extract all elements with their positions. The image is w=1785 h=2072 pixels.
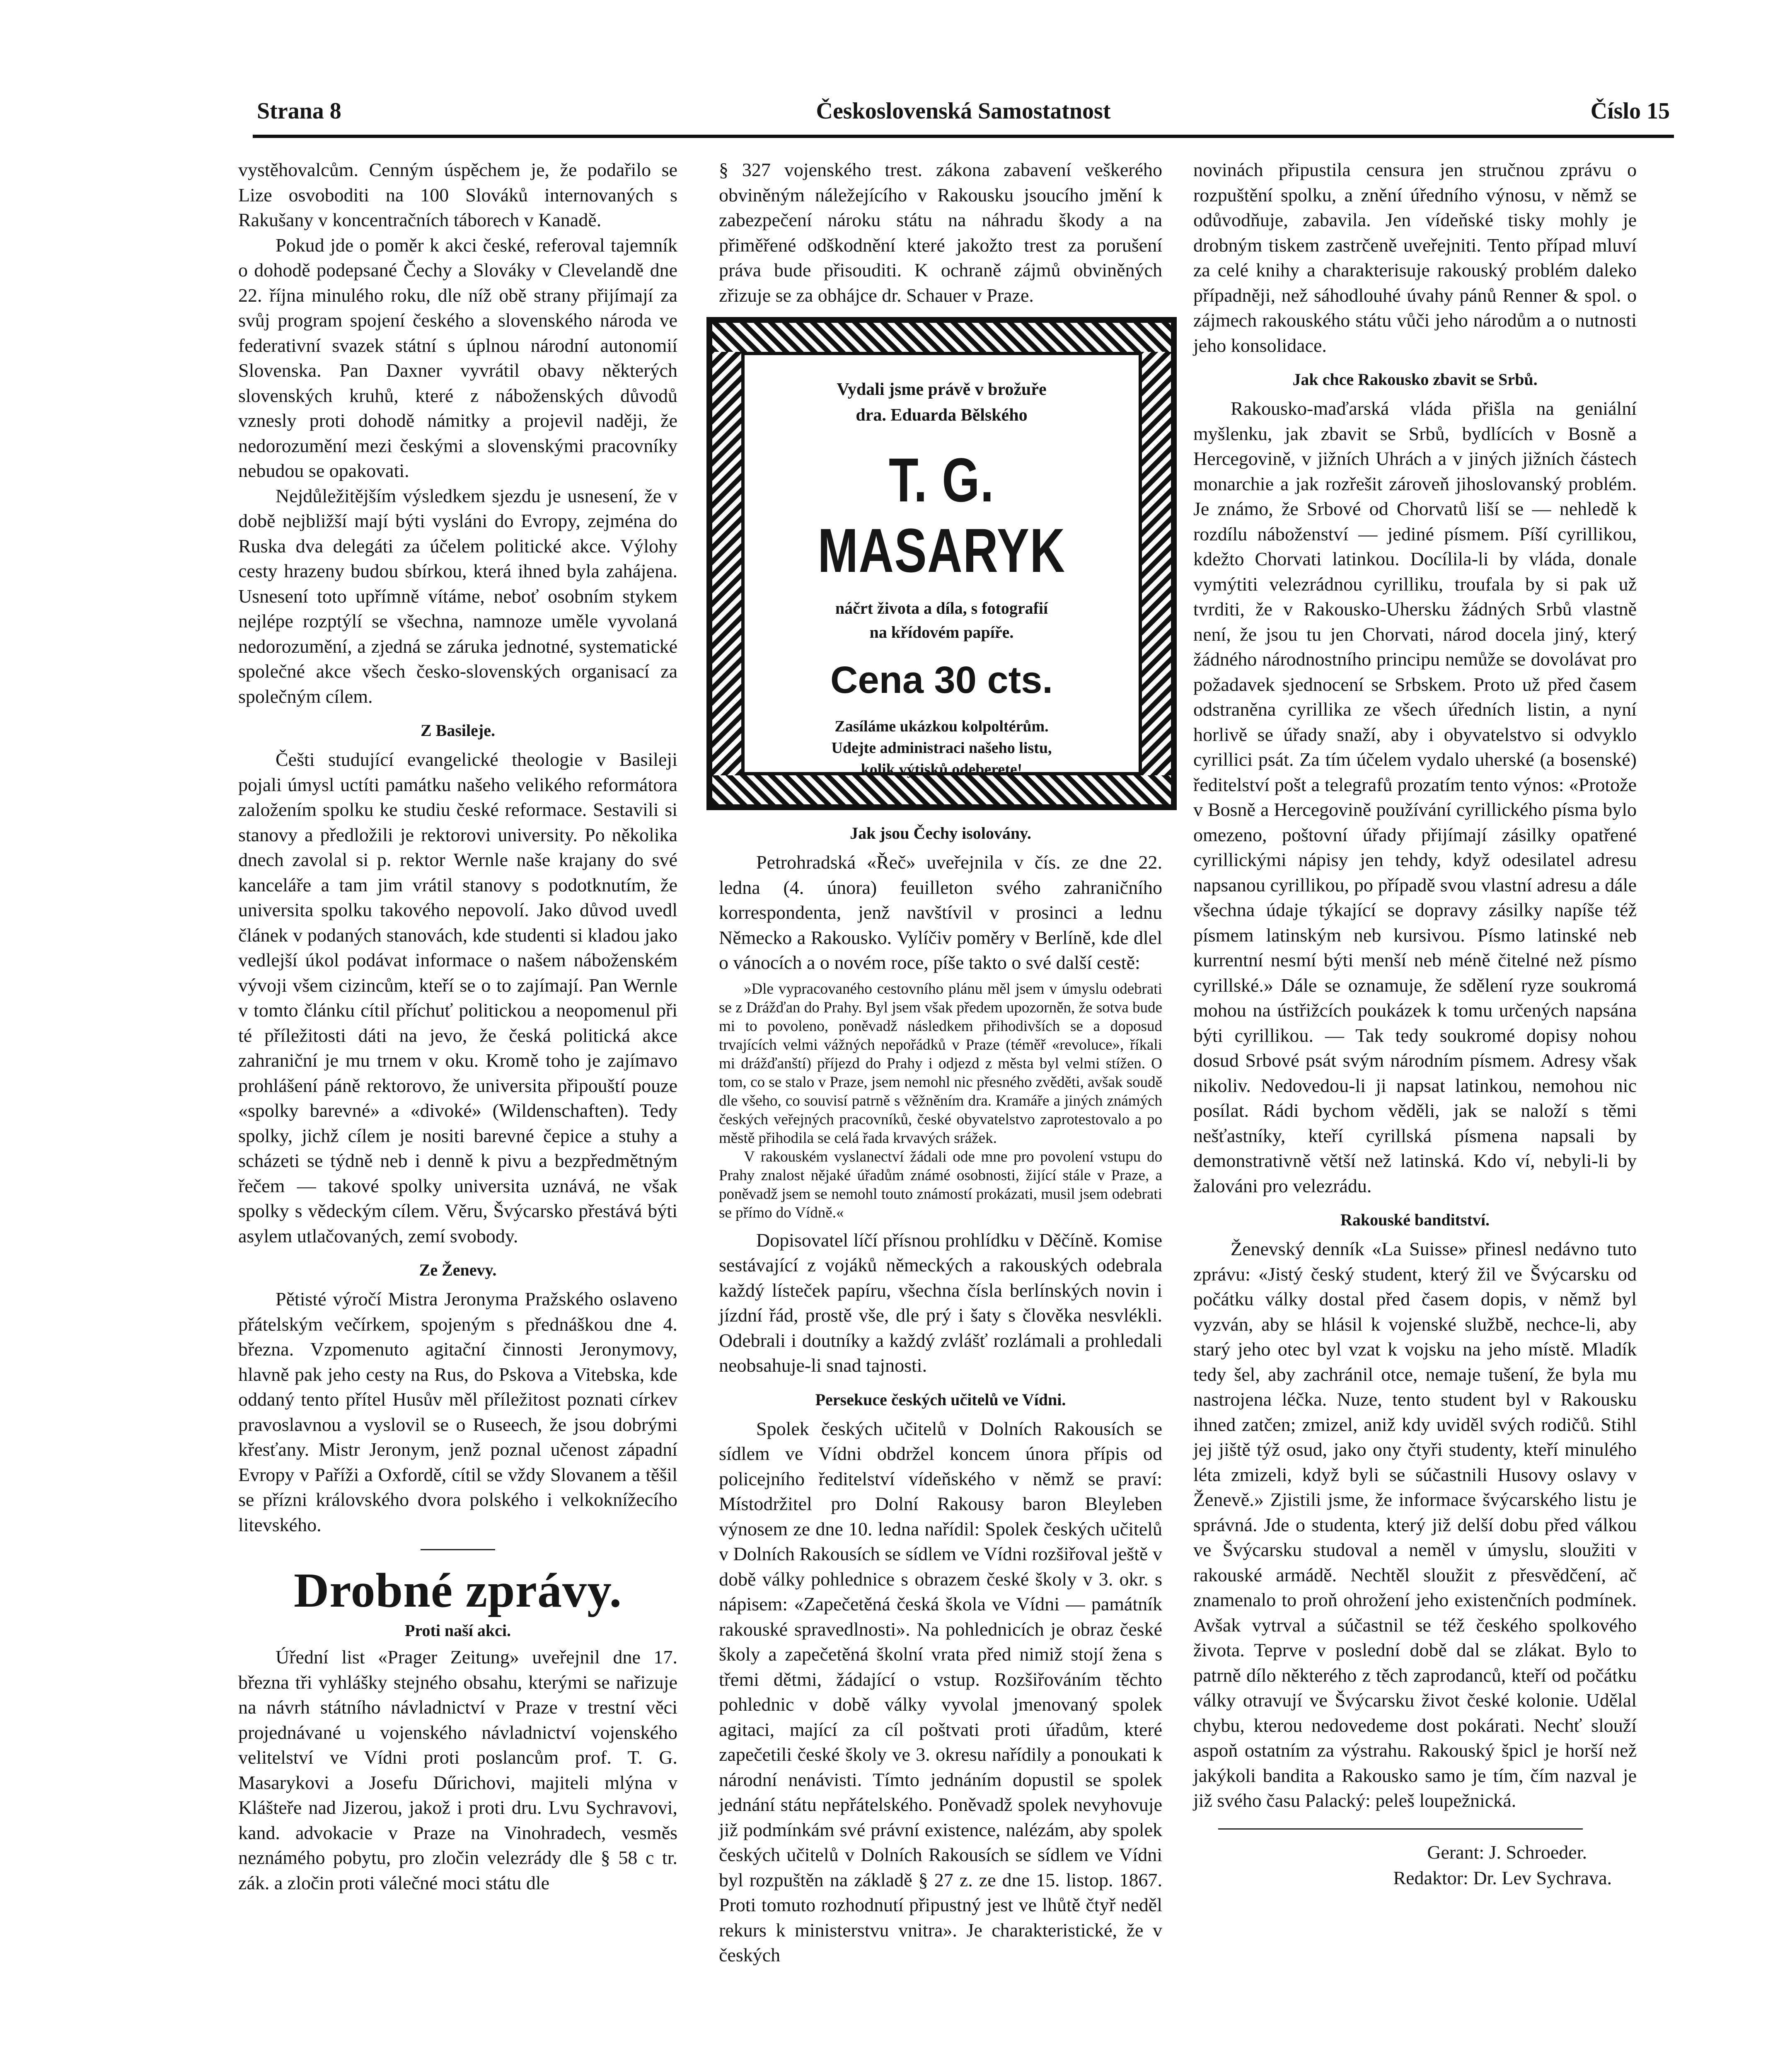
article-paragraph: Nejdůležitějším výsledkem sjezdu je usnesení, že v době nejbližší mají býti vysláni do Evropy, zejména do Ruska dva delegáti za účelem politické akce. Výlohy cesty hrazeny budou sbírkou, která ihned byla zahájena. Usnesení toto upřímně vítáme, neboť osobním stykem nejlépe rozptýlí se všechna, namnoze uměle vyvolaná nedorozumění, a zjedná se záruka jednotné, systematické společné akce všech česko-slovenských organisací za společným cílem. bbox=[238, 485, 677, 707]
ad-line: Udejte administraci našeho listu, bbox=[831, 739, 1052, 757]
section-heading-persecution: Persekuce českých učitelů ve Vídni. bbox=[815, 1390, 1066, 1409]
article-paragraph: vystěhovalcům. Cenným úspěchem je, že podařilo se Lize osvoboditi na 100 Slováků internovaných s Rakušany v koncentračních táborech v Kanadě. bbox=[238, 159, 677, 230]
section-heading-basel: Z Basileje. bbox=[421, 721, 495, 740]
column-2 bbox=[719, 157, 1162, 1968]
ad-content bbox=[754, 368, 1130, 778]
ad-line: kolik výtisků odeberete! bbox=[861, 761, 1023, 778]
header-rule bbox=[253, 135, 1674, 138]
advertisement-box bbox=[706, 317, 1177, 810]
quoted-paragraph: V rakouském vyslanectví žádali ode mne pro povolení vstupu do Prahy znalost nějaké úřadům známé osobnosti, žijící stále v Praze, a poněvadž jsem se nemohl touto známostí prokázati, musil jsem odebrati se přímo do Vídně.« bbox=[719, 1148, 1162, 1221]
editor-line: Redaktor: Dr. Lev Sychrava. bbox=[1393, 1867, 1612, 1888]
article-paragraph: § 327 vojenského trest. zákona zabavení veškerého obviněným náležejícího v Rakousku jsoucího jmění k zabezpečení nároku státu na náhradu škody a na přiměřené odškodnění které jakožto trest za porušení práva bude přisouditi. K ochraně zájmů obviněných zřizuje se za obhájce dr. Schauer v Praze. bbox=[719, 159, 1162, 306]
ad-price: Cena 30 cts. bbox=[830, 659, 1053, 701]
section-heading-isolated: Jak jsou Čechy isolovány. bbox=[850, 824, 1031, 842]
ad-line: Vydali jsme právě v brožuře bbox=[837, 380, 1047, 399]
divider bbox=[1218, 1828, 1583, 1830]
gerant-line: Gerant: J. Schroeder. bbox=[1427, 1841, 1587, 1863]
ad-line: dra. Eduarda Bělského bbox=[856, 406, 1028, 425]
ad-ornament-left bbox=[712, 352, 745, 775]
article-paragraph: Petrohradská «Řeč» uveřejnila v čís. ze dne 22. ledna (4. února) feuilleton svého zahraničního korrespondenta, jenž navštívil v prosinci a lednu Německo a Rakousko. Vylíčiv poměry v Berlíně, kde dlel o vánocích a o novém roce, píše takto o své další cestě: bbox=[719, 852, 1162, 973]
divider bbox=[421, 1549, 495, 1550]
article-paragraph: Pokud jde o poměr k akci české, referoval tajemník o dohodě podepsané Čechy a Slováky v Clevelandě dne 22. října minulého roku, dle níž obě strany přijímají za svůj program spojení českého a slovenského národa ve federativní svazek státní s úplnou národní autonomií Slovenska. Pan Daxner vyvrátil obavy některých slovenských kruhů, které z náboženských důvodů vznesly proti dohodě námitky a projevil naději, že nedorozumění mezi českými a slovenskými pracovníky nebudou se opakovati. bbox=[238, 234, 677, 481]
ad-title: T. G. MASARYK bbox=[818, 445, 1066, 585]
article-paragraph: Dopisovatel líčí přísnou prohlídku v Děčíně. Komise sestávající z vojáků německých a rakouských odebrala každý lísteček papíru, všechna čísla berlínských novin i jízdní řád, prostě vše, dle prý i šaty s člověka nesvlékli. Odebrali i doutníky a každý zvlášť rozlámali a prohledali neobsahuje-li snad tajnosti. bbox=[719, 1229, 1162, 1376]
quoted-block bbox=[719, 980, 1162, 1222]
ad-line: náčrt života a díla, s fotografií bbox=[835, 599, 1048, 617]
page-number: Strana 8 bbox=[257, 98, 341, 124]
ad-ornament-right bbox=[1139, 352, 1171, 775]
article-paragraph: Pětisté výročí Mistra Jeronyma Pražského oslaveno přátelským večírkem, spojeným s přednáškou dne 4. března. Vzpomenuto agitační činnosti Jeronymovy, hlavně pak jeho cesty na Rus, do Pskova a Vitebska, kde oddaný tento přítel Husův měl příležitost poznati církev pravoslavnou a vyslovil se o Ruseech, že jsou dobrými křesťany. Mistr Jeronym, jenž poznal učenost západní Evropy v Paříži a Oxfordě, cítil se vždy Slovanem a těšil se přízni královského dvora polského i velkoknížecího litevského. bbox=[238, 1288, 677, 1535]
article-paragraph: Rakousko-maďarská vláda přišla na geniální myšlenku, jak zbavit se Srbů, bydlících v Bosně a Hercegovině, v jižních Uhrách a v jiných jižních částech monarchie a jak rozřešit zároveň jihoslovanský problém. Je známo, že Srbové od Chorvatů liší se — nehledě k rozdílu náboženství — jediné písmem. Píší cyrillikou, kdežto Chorvati latinkou. Docílila-li by vláda, donale vymýtiti velezrádnou cyrilliku, troufala by si pak už tvrditi, že v Rakousko-Uhersku žádných Srbů vlastně není, že jsou tu jen Chorvati, národ docela jiný, který žádného národnostního principu nemůže se dovolávat pro požadavek sjednocení se Srbskem. Proto už před časem odstraněna cyrillika ze všech úředních listin, a nyní horlivě se úřady snaží, aby i obyvatelstvo si odvyklo cyrillici psát. Za tím účelem vydalo uherské (a bosenské) ředitelství pošt a telegrafů prozatím tento výnos: «Protože v Bosně a Hercegovině používání cyrillického písma bylo omezeno, poštovní úřady přijímají zásilky opatřené cyrillickými nápisy jen tehdy, když odesilatel adresu napsanou cyrillikou, po případě svou vlastní adresu a dále všechna údaje týkající se dopravy zásilky napíše též písmem latinským neb kursivou. Písmo latinské neb kurrentní nesmí býti menší neb méně čitelné než písmo cyrillské.» Dále se oznamuje, že sdělení ryze soukromá mohou na ústřižcích poukázek k tomu určených napsána býti cyrillikou. — Tak tedy soukromé dopisy nohou dosud Srbové psát svým národním písmem. Adresy však nikoliv. Nedovedou-li ji napsat latinkou, nemohou nic posílat. Rádi bychom věděli, jak se naloží s těmi nešťastníky, kteří cyrillská písmena napsali by demonstrativně větší než latinská. Kdo ví, nebyli-li by žalováni pro velezrádu. bbox=[1193, 398, 1637, 1196]
newspaper-title: Československá Samostatnost bbox=[816, 98, 1111, 124]
article-paragraph: Spolek českých učitelů v Dolních Rakousích se sídlem ve Vídni obdržel koncem února přípis od policejního ředitelství vídeňského v němž se praví: Místodržitel pro Dolní Rakousy baron Bleyleben výnosem ze dne 10. ledna nařídil: Spolek českých učitelů v Dolních Rakousích se sídlem ve Vídni rozšiřoval ještě v době války pohlednice s obrazem české školy v 3. okr. s nápisem: «Zapečetěná česká škola ve Vídni — památník rakouské spravedlnosti». Na pohlednicích je obraz české školy a zapečetěná školní vrata před nimiž stojí žena s třemi dětmi, žádající o vstup. Rozšiřováním těchto pohlednic v době války vyvolal jmenovaný spolek agitaci, mající za cíl poštvati proti úřadům, které zapečetili české školy ve 3. okresu nařídily a ponoukati k národní nenávisti. Tímto jednáním dopustil se spolek jednání státu nepřátelského. Poněvadž spolek nevyhovuje již podmínkám své právní existence, nalézám, aby spolek českých učitelů v Dolních Rakousích se sídlem ve Vídni byl rozpuštěn na základě § 27 z. ze dne 15. listop. 1867. Proti tomuto rozhodnutí připustný jest ve lhůtě čtyř neděl rekurs k ministerstvu vnitra». Je charakteristické, že v českých bbox=[719, 1418, 1162, 1965]
ad-line: Zasíláme ukázkou kolpoltérům. bbox=[834, 718, 1049, 735]
quoted-paragraph: »Dle vypracovaného cestovního plánu měl jsem v úmyslu odebrati se z Drážďan do Prahy. Byl jsem však předem upozorněn, že sotva bude mi to povoleno, poněvadž následkem přihodivších se a doposud trvajících velmi vážných nepořádků v Praze (téměř «revoluce», říkali mi drážďanští) příjezd do Prahy i odjezd z města byl velmi stížen. O tom, co se stalo v Praze, jsem nemohl nic přesného zvěděti, avšak soudě dle všeho, co souvisí patrně s věžněním dra. Kramáře a jiných známých českých veřejných pracovníků, české obyvatelstvo zaprotestovalo a po městě přihodila se celá řada krvavých srážek. bbox=[719, 980, 1162, 1147]
section-heading-bandits: Rakouské banditství. bbox=[1340, 1210, 1490, 1229]
section-heading-against: Proti naší akci. bbox=[405, 1621, 511, 1640]
article-paragraph: Ženevský denník «La Suisse» přinesl nedávno tuto zprávu: «Jistý český student, který žil ve Švýcarsku od počátku války dostal před časem dopis, v němž byl vyzván, aby se hlásil k vojenské službě, nechce-li, aby starý jeho otec byl vzat k vojsku na jeho místě. Mladík tedy šel, aby zachránil otce, nemaje tušení, že byla mu nastrojena léčka. Nuze, tento student byl v Rakousku ihned zatčen; zmizel, aniž kdy uviděl svých rodičů. Stihl jej jiště týž osud, jako ony čtyři studenty, kteří minulého léta zmizeli, když byli se súčastnili Husovy oslavy v Ženevě.» Zjistili jsme, že informace švýcarského listu je správná. Jde o studenta, který již delší dobu před válkou ve Švýcarsku studoval a neměl v úmyslu, sloužiti v rakouské armádě. Nechtěl sloužit z přesvědčení, ač znamenalo to proň ohrožení jeho existenčních podmínek. Avšak vytrval a súčastnil se též českého spolkového života. Teprve v poslední době dal se zlákat. Bylo to patrně dílo některého z těch zaprodanců, kteří od počátku války otravují ve Švýcarsku život české kolonie. Udělal chybu, kterou nedovedeme dost pokárati. Nechť slouží aspoň ostatním za výstrahu. Rakouský špicl je horší než jakýkoli bandita a Rakousko samo je tím, čím nazval je již svého času Palacký: peleš loupežnická. bbox=[1193, 1238, 1637, 1811]
issue-number: Číslo 15 bbox=[1590, 98, 1670, 124]
section-title-drobne-zpravy: Drobné zprávy. bbox=[294, 1563, 622, 1617]
column-1 bbox=[238, 157, 677, 1895]
article-paragraph: novinách připustila censura jen stručnou zprávu o rozpuštění spolku, a znění úředního výnosu, v němž se odůvodňuje, zabavila. Jen vídeňské tisky mohly je drobným tiskem zastrčeně uveřejniti. Tento případ mluví za celé knihy a charakterisuje rakouský problém daleko případněji, než sáhodlouhé úvahy pánů Renner & spol. o zájmech rakouského státu vůči jeho národům a o nutnosti jeho konsolidace. bbox=[1193, 159, 1637, 356]
article-paragraph: Úřední list «Prager Zeitung» uveřejnil dne 17. března tři vyhlášky stejného obsahu, kterými se nařizuje na návrh státního návladnictví v Praze v trestní věci projednávané u vojenského návladnictví vojenského velitelství ve Vídni proti poslancům prof. T. G. Masarykovi a Josefu Dűrichovi, majiteli mlýna v Klášteře nad Jizerou, jakož i proti dru. Lvu Sychravovi, kand. advokacie v Praze na Vinohradech, vesměs neznámého pobytu, pro zločin velezrády dle § 58 c tr. zák. a zločin proti válečné moci státu dle bbox=[238, 1646, 677, 1893]
section-heading-serbs: Jak chce Rakousko zbavit se Srbů. bbox=[1292, 370, 1538, 389]
ad-ornament-top bbox=[712, 323, 1171, 355]
section-heading-geneva: Ze Ženevy. bbox=[419, 1261, 497, 1279]
page-header bbox=[257, 98, 1670, 135]
ad-line: na křídovém papíře. bbox=[869, 623, 1014, 641]
column-3 bbox=[1193, 157, 1637, 1891]
article-paragraph: Češti studující evangelické theologie v Basileji pojali úmysl uctíti památku našeho velikého reformátora založením spolku ke studiu české reformace. Sestavili si stanovy a předložili je rektorovi university. Po několika dnech zavolal si p. rektor Wernle naše krajany do své kanceláře a tam jim vrátil stanovy s podotknutím, že universita spolku takového nepovolí. Jako důvod uvedl článek v podaných stanovách, kde studenti si kladou jako vedlejší úkol podávat informace o našem náboženském vývoji všem cizincům, kteří se o to zajímají. Pan Wernle v tomto článku cítil příchuť politickou a neopomenul při té příležitosti dáti na jevo, že česká politická akce zahraniční je mu trnem v oku. Kromě toho je zajímavo prohlášení páně rektorovo, že universita připouští pouze «spolky barevné» a «divoké» (Wildenschaften). Tedy spolky, jichž cílem je nositi barevné čepice a stuhy a scházeti se týdně neb i denně k pivu a bezpředmětným řečem — takové spolky universita uznává, ne však spolky s vědeckým cílem. Věru, Švýcarsko přestává býti asylem utlačovaných, zemí svobody. bbox=[238, 749, 677, 1247]
